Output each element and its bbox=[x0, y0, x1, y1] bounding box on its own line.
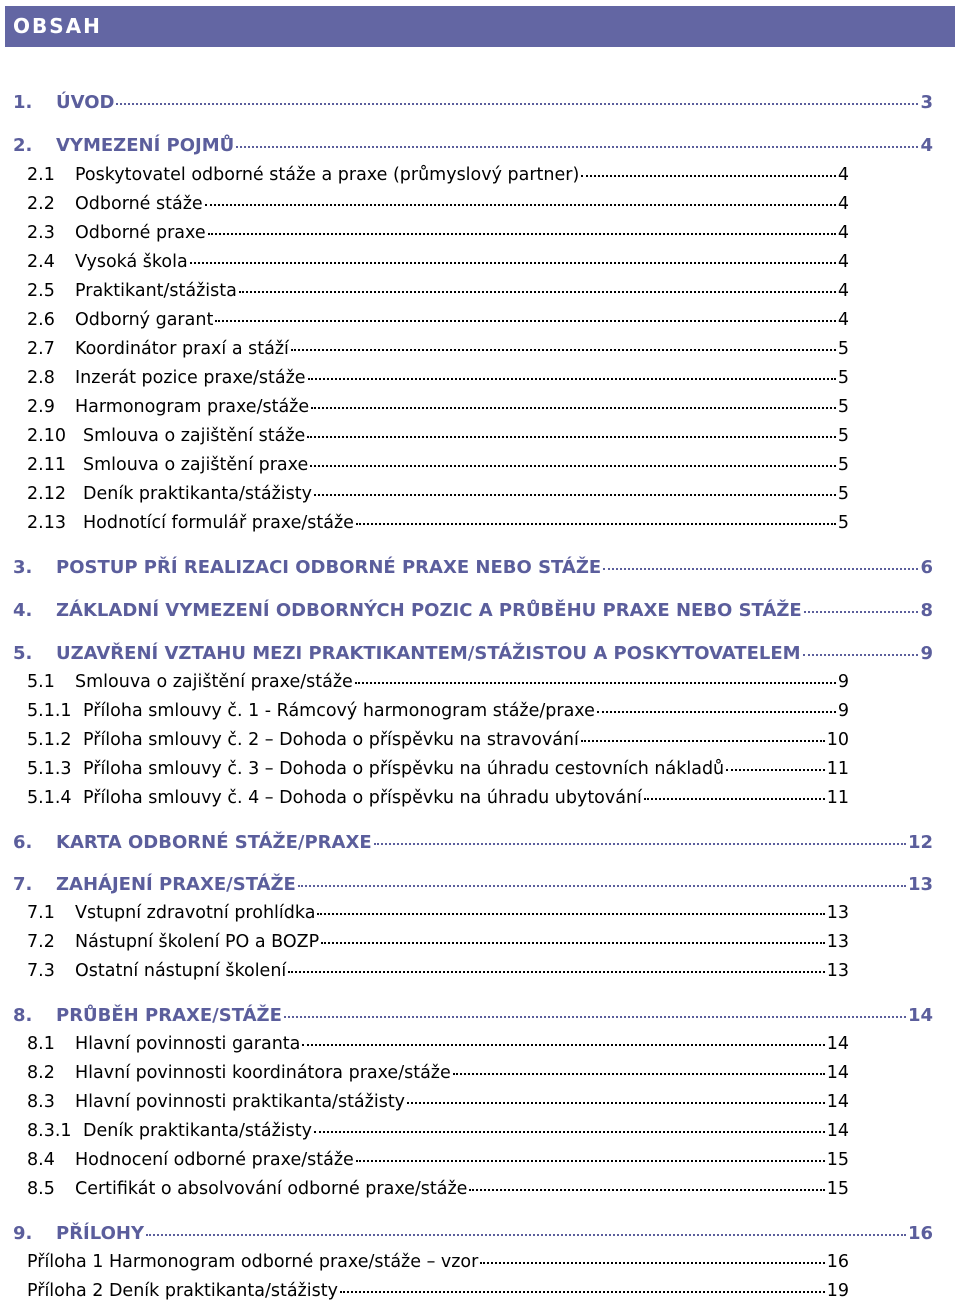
toc-entry-title: Příloha smlouvy č. 3 – Dohoda o příspěvku na úhradu cestovních nákladů bbox=[83, 759, 725, 779]
toc-entry-title: Smlouva o zajištění stáže bbox=[83, 426, 306, 446]
toc-entry-title: PŘÍLOHY bbox=[56, 1223, 144, 1244]
toc-entry-2-7[interactable]: 2.7 Koordinátor praxí a stáží 5 bbox=[27, 339, 849, 359]
toc-entry-page: 4 bbox=[837, 223, 849, 243]
toc-entry-6[interactable]: 6. KARTA ODBORNÉ STÁŽE/PRAXE 12 bbox=[13, 832, 933, 853]
toc-entry-page: 4 bbox=[837, 194, 849, 214]
toc-entry-title: Smlouva o zajištění praxe bbox=[83, 455, 309, 475]
toc-entry-page: 19 bbox=[826, 1281, 849, 1301]
toc-entry-page: 3 bbox=[920, 92, 933, 113]
toc-entry-7-3[interactable]: 7.3 Ostatní nástupní školení 13 bbox=[27, 961, 849, 981]
toc-entry-page: 4 bbox=[837, 281, 849, 301]
toc-entry-title: ZÁKLADNÍ VYMEZENÍ ODBORNÝCH POZIC A PRŮBĚHU PRAXE NEBO STÁŽE bbox=[56, 600, 802, 621]
toc-entry-2-8[interactable]: 2.8 Inzerát pozice praxe/stáže 5 bbox=[27, 368, 849, 388]
toc-entry-title: Příloha smlouvy č. 4 – Dohoda o příspěvku na úhradu ubytování bbox=[83, 788, 642, 808]
toc-entry-8-2[interactable]: 8.2 Hlavní povinnosti koordinátora praxe/stáže 14 bbox=[27, 1063, 849, 1083]
toc-entry-2-3[interactable]: 2.3 Odborné praxe 4 bbox=[27, 223, 849, 243]
toc-entry-page: 13 bbox=[826, 932, 849, 952]
toc-entry-page: 4 bbox=[837, 252, 849, 272]
toc-entry-title: Hlavní povinnosti koordinátora praxe/stáže bbox=[75, 1063, 451, 1083]
toc-entry-page: 13 bbox=[826, 961, 849, 981]
toc-entry-7-1[interactable]: 7.1 Vstupní zdravotní prohlídka 13 bbox=[27, 903, 849, 923]
toc-entry-page: 14 bbox=[826, 1034, 849, 1054]
toc-entry-page: 15 bbox=[826, 1150, 849, 1170]
toc-entry-title: ÚVOD bbox=[56, 92, 115, 113]
toc-entry-title: Příloha 2 Deník praktikanta/stážisty bbox=[27, 1281, 338, 1301]
toc-entry-page: 5 bbox=[837, 513, 849, 533]
toc-entry-title: VYMEZENÍ POJMŮ bbox=[56, 135, 235, 156]
toc-entry-8-3-1[interactable]: 8.3.1 Deník praktikanta/stážisty 14 bbox=[27, 1121, 849, 1141]
toc-entry-page: 11 bbox=[826, 759, 849, 779]
toc-entry-title: Deník praktikanta/stážisty bbox=[83, 484, 312, 504]
toc-entry-title: Odborné stáže bbox=[75, 194, 203, 214]
toc-entry-title: Ostatní nástupní školení bbox=[75, 961, 287, 981]
toc-entry-page: 5 bbox=[837, 484, 849, 504]
toc-entry-title: Praktikant/stážista bbox=[75, 281, 237, 301]
toc-entry-2-5[interactable]: 2.5 Praktikant/stážista 4 bbox=[27, 281, 849, 301]
toc-entry-title: Hlavní povinnosti garanta bbox=[75, 1034, 301, 1054]
toc-entry-title: Vysoká škola bbox=[75, 252, 188, 272]
toc-entry-5[interactable]: 5. UZAVŘENÍ VZTAHU MEZI PRAKTIKANTEM/STÁŽISTOU A POSKYTOVATELEM 9 bbox=[13, 643, 933, 664]
toc-entry-page: 10 bbox=[826, 730, 849, 750]
toc-entry-2-11[interactable]: 2.11 Smlouva o zajištění praxe 5 bbox=[27, 455, 849, 475]
toc-entry-8-1[interactable]: 8.1 Hlavní povinnosti garanta 14 bbox=[27, 1034, 849, 1054]
toc-entry-page: 6 bbox=[920, 557, 933, 578]
toc-entry-2-4[interactable]: 2.4 Vysoká škola 4 bbox=[27, 252, 849, 272]
toc-entry-2-13[interactable]: 2.13 Hodnotící formulář praxe/stáže 5 bbox=[27, 513, 849, 533]
toc-header-title: OBSAH bbox=[13, 14, 102, 38]
toc-header bbox=[5, 6, 955, 47]
toc-entry-page: 4 bbox=[837, 165, 849, 185]
toc-entry-title: Certifikát o absolvování odborné praxe/stáže bbox=[75, 1179, 468, 1199]
toc-entry-page: 8 bbox=[920, 600, 933, 621]
toc-entry-title: Odborné praxe bbox=[75, 223, 206, 243]
toc-entry-2-12[interactable]: 2.12 Deník praktikanta/stážisty 5 bbox=[27, 484, 849, 504]
toc-entry-page: 5 bbox=[837, 368, 849, 388]
toc-entry-2-2[interactable]: 2.2 Odborné stáže 4 bbox=[27, 194, 849, 214]
toc-entry-page: 9 bbox=[837, 672, 849, 692]
toc-entry-page: 15 bbox=[826, 1179, 849, 1199]
toc-entry-title: POSTUP PŘÍ REALIZACI ODBORNÉ PRAXE NEBO STÁŽE bbox=[56, 557, 602, 578]
toc-entry-title: UZAVŘENÍ VZTAHU MEZI PRAKTIKANTEM/STÁŽISTOU A POSKYTOVATELEM bbox=[56, 643, 801, 664]
toc-entry-title: ZAHÁJENÍ PRAXE/STÁŽE bbox=[56, 874, 296, 895]
toc-entry-8-4[interactable]: 8.4 Hodnocení odborné praxe/stáže 15 bbox=[27, 1150, 849, 1170]
toc-entry-7-2[interactable]: 7.2 Nástupní školení PO a BOZP 13 bbox=[27, 932, 849, 952]
toc-entry-title: Nástupní školení PO a BOZP bbox=[75, 932, 320, 952]
toc-entry-7[interactable]: 7. ZAHÁJENÍ PRAXE/STÁŽE 13 bbox=[13, 874, 933, 895]
toc-entry-page: 16 bbox=[907, 1223, 933, 1244]
toc-entry-page: 14 bbox=[826, 1063, 849, 1083]
toc-entry-title: Příloha smlouvy č. 2 – Dohoda o příspěvku na stravování bbox=[83, 730, 579, 750]
toc-entry-page: 13 bbox=[907, 874, 933, 895]
toc-entry-8-3[interactable]: 8.3 Hlavní povinnosti praktikanta/stážisty 14 bbox=[27, 1092, 849, 1112]
toc-entry-title: Hlavní povinnosti praktikanta/stážisty bbox=[75, 1092, 406, 1112]
toc-entry-appendix-2[interactable] bbox=[27, 1281, 849, 1309]
toc-entry-page: 9 bbox=[920, 643, 933, 664]
toc-entry-3[interactable]: 3. POSTUP PŘÍ REALIZACI ODBORNÉ PRAXE NEBO STÁŽE 6 bbox=[13, 557, 933, 578]
toc-entry-page: 16 bbox=[826, 1252, 849, 1272]
toc-entry-page: 5 bbox=[837, 426, 849, 446]
toc-entry-5-1-1[interactable]: 5.1.1 Příloha smlouvy č. 1 - Rámcový harmonogram stáže/praxe 9 bbox=[27, 701, 849, 721]
toc-entry-page: 5 bbox=[837, 339, 849, 359]
toc-entry-page: 13 bbox=[826, 903, 849, 923]
toc-entry-title: Příloha smlouvy č. 1 - Rámcový harmonogram stáže/praxe bbox=[83, 701, 595, 721]
toc-entry-2-10[interactable]: 2.10 Smlouva o zajištění stáže 5 bbox=[27, 426, 849, 446]
toc-entry-page: 5 bbox=[837, 455, 849, 475]
toc-entry-title: Příloha 1 Harmonogram odborné praxe/stáže – vzor bbox=[27, 1252, 479, 1272]
toc-entry-8-5[interactable]: 8.5 Certifikát o absolvování odborné praxe/stáže 15 bbox=[27, 1179, 849, 1199]
toc-entry-2-9[interactable]: 2.9 Harmonogram praxe/stáže 5 bbox=[27, 397, 849, 417]
toc-entry-title: PRŮBĚH PRAXE/STÁŽE bbox=[56, 1005, 282, 1026]
toc-entry-5-1[interactable]: 5.1 Smlouva o zajištění praxe/stáže 9 bbox=[27, 672, 849, 692]
toc-entry-page: 12 bbox=[907, 832, 933, 853]
toc-entry-page: 14 bbox=[907, 1005, 933, 1026]
toc-entry-4[interactable]: 4. ZÁKLADNÍ VYMEZENÍ ODBORNÝCH POZIC A PRŮBĚHU PRAXE NEBO STÁŽE 8 bbox=[13, 600, 933, 621]
toc-entry-page: 5 bbox=[837, 397, 849, 417]
toc-entry-2-6[interactable]: 2.6 Odborný garant 4 bbox=[27, 310, 849, 330]
toc-entry-page: 14 bbox=[826, 1092, 849, 1112]
toc-entry-5-1-3[interactable]: 5.1.3 Příloha smlouvy č. 3 – Dohoda o příspěvku na úhradu cestovních nákladů 11 bbox=[27, 759, 849, 779]
toc-entry-page: 14 bbox=[826, 1121, 849, 1141]
toc-entry-appendix-1[interactable] bbox=[27, 1252, 849, 1280]
toc-entry-page: 4 bbox=[920, 135, 933, 156]
toc-entry-title: Smlouva o zajištění praxe/stáže bbox=[75, 672, 353, 692]
toc-entry-page: 11 bbox=[826, 788, 849, 808]
toc-entry-8[interactable]: 8. PRŮBĚH PRAXE/STÁŽE 14 bbox=[13, 1005, 933, 1026]
toc-entry-page: 9 bbox=[837, 701, 849, 721]
toc-entry-5-1-4[interactable]: 5.1.4 Příloha smlouvy č. 4 – Dohoda o příspěvku na úhradu ubytování 11 bbox=[27, 788, 849, 808]
toc-entry-title: Deník praktikanta/stážisty bbox=[83, 1121, 312, 1141]
toc-entry-9[interactable]: 9. PŘÍLOHY 16 bbox=[13, 1223, 933, 1244]
toc-entry-title: Hodnotící formulář praxe/stáže bbox=[83, 513, 354, 533]
toc-entry-title: Odborný garant bbox=[75, 310, 214, 330]
toc-entry-title: Harmonogram praxe/stáže bbox=[75, 397, 310, 417]
toc-entry-2-1[interactable]: 2.1 Poskytovatel odborné stáže a praxe (průmyslový partner) 4 bbox=[27, 165, 849, 185]
toc-entry-title: Koordinátor praxí a stáží bbox=[75, 339, 289, 359]
toc-entry-page: 4 bbox=[837, 310, 849, 330]
toc-entry-title: Vstupní zdravotní prohlídka bbox=[75, 903, 316, 923]
toc-entry-1[interactable]: 1. ÚVOD 3 bbox=[13, 92, 933, 113]
toc-entry-5-1-2[interactable]: 5.1.2 Příloha smlouvy č. 2 – Dohoda o příspěvku na stravování 10 bbox=[27, 730, 849, 750]
toc-entry-title: Hodnocení odborné praxe/stáže bbox=[75, 1150, 354, 1170]
toc-entry-title: Poskytovatel odborné stáže a praxe (průmyslový partner) bbox=[75, 165, 580, 185]
toc-entry-title: KARTA ODBORNÉ STÁŽE/PRAXE bbox=[56, 832, 372, 853]
toc-entry-title: Inzerát pozice praxe/stáže bbox=[75, 368, 306, 388]
toc-entry-2[interactable]: 2. VYMEZENÍ POJMŮ 4 bbox=[13, 135, 933, 156]
